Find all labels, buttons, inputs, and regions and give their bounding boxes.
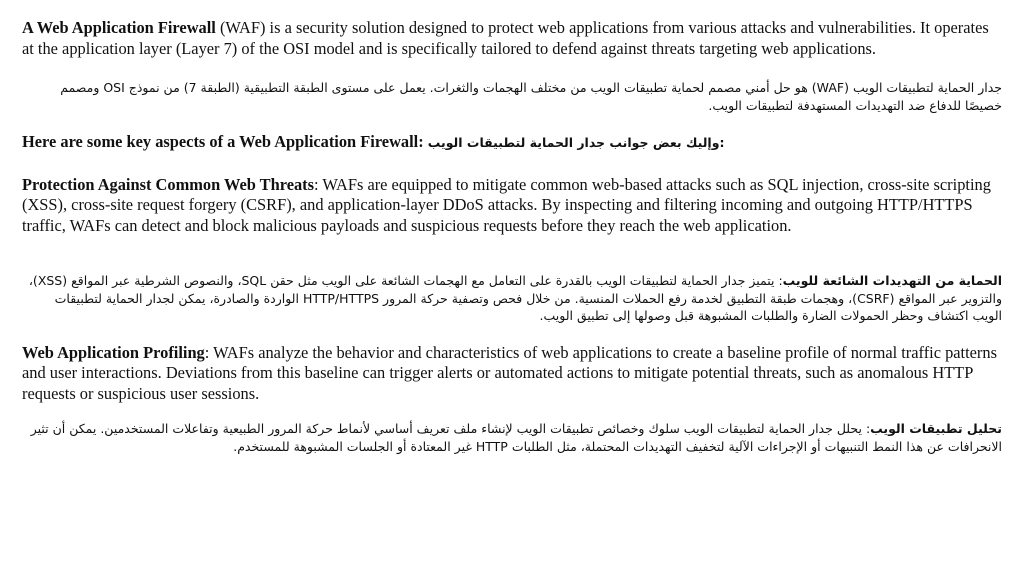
intro-term: A Web Application Firewall [22, 18, 216, 37]
profiling-title-ar: تحليل تطبيقات الويب [870, 421, 1002, 436]
profiling-text-ar: : يحلل جدار الحماية لتطبيقات الويب سلوك وخصائص تطبيقات الويب لإنشاء ملف تعريف أساسي لأنماط حركة المرور الطبيعية وتفاعلات المستخدمين. يمكن أن تثير الانحرافات عن هذا النمط التنبيهات أو الإجراءات الآلية لتخفيف التهديدات المحتملة، مثل الطلبات HTTP غير المعتادة أو الجلسات المشبوهة للمستخدم. [30, 421, 1002, 454]
aspects-heading-ar: وإليك بعض جوانب جدار الحماية لتطبيقات الويب: [427, 135, 725, 150]
protection-text-en: : WAFs are equipped to mitigate common web-based attacks such as SQL injection, cross-site scripting (XSS), cross-site request forgery (CSRF), and application-layer DDoS attacks. By inspecting and filtering incoming and outgoing HTTP/HTTPS traffic, WAFs can detect and block malicious payloads and suspicious requests before they reach the web application. [22, 174, 991, 235]
profiling-paragraph-en [22, 343, 1002, 405]
profiling-title-en: Web Application Profiling [22, 342, 205, 362]
profiling-text-en: : WAFs analyze the behavior and characteristics of web applications to create a baseline profile of normal traffic patterns and user interactions. Deviations from this baseline can trigger alerts or automated actions to mitigate potential threats, such as anomalous HTTP requests or suspicious user sessions. [22, 342, 997, 403]
intro-paragraph-ar: جدار الحماية لتطبيقات الويب (WAF) هو حل أمني مصمم لحماية تطبيقات الويب من مختلف الهجمات والثغرات. يعمل على مستوى الطبقة التطبيقية (الطبقة 7) من نموذج OSI ومصمم خصيصًا للدفاع ضد التهديدات المستهدفة لتطبيقات الويب. [60, 80, 1002, 113]
aspects-heading-en: Here are some key aspects of a Web Application Firewall: [22, 132, 424, 151]
aspects-heading [22, 132, 1002, 154]
intro-text-en: (WAF) is a security solution designed to protect web applications from various attacks and vulnerabilities. It operates at the application layer (Layer 7) of the OSI model and is specifically tailored to defend against threats targeting web applications. [22, 18, 989, 58]
protection-title-en: Protection Against Common Web Threats [22, 174, 315, 194]
intro-paragraph-en [22, 18, 1002, 59]
protection-text-ar: : يتميز جدار الحماية لتطبيقات الويب بالقدرة على التعامل مع الهجمات الشائعة على الويب مثل حقن SQL، والنصوص الشرطية عبر المواقع (XSS)، والتزوير عبر المواقع (CSRF)، وهجمات طبقة التطبيق لخدمة رفع الحملات المنسية. من خلال فحص وتصفية حركة المرور HTTP/HTTPS الواردة والصادرة، يمكن لجدار الحماية لتطبيقات الويب اكتشاف وحظر الحمولات الضارة والطلبات المشبوهة قبل وصولها إلى تطبيق الويب. [28, 273, 1002, 323]
protection-title-ar: الحماية من التهديدات الشائعة للويب [782, 273, 1002, 288]
protection-paragraph-en [22, 175, 1002, 237]
profiling-paragraph-ar [22, 420, 1002, 455]
protection-paragraph-ar [22, 272, 1002, 325]
document-page [22, 18, 1002, 455]
